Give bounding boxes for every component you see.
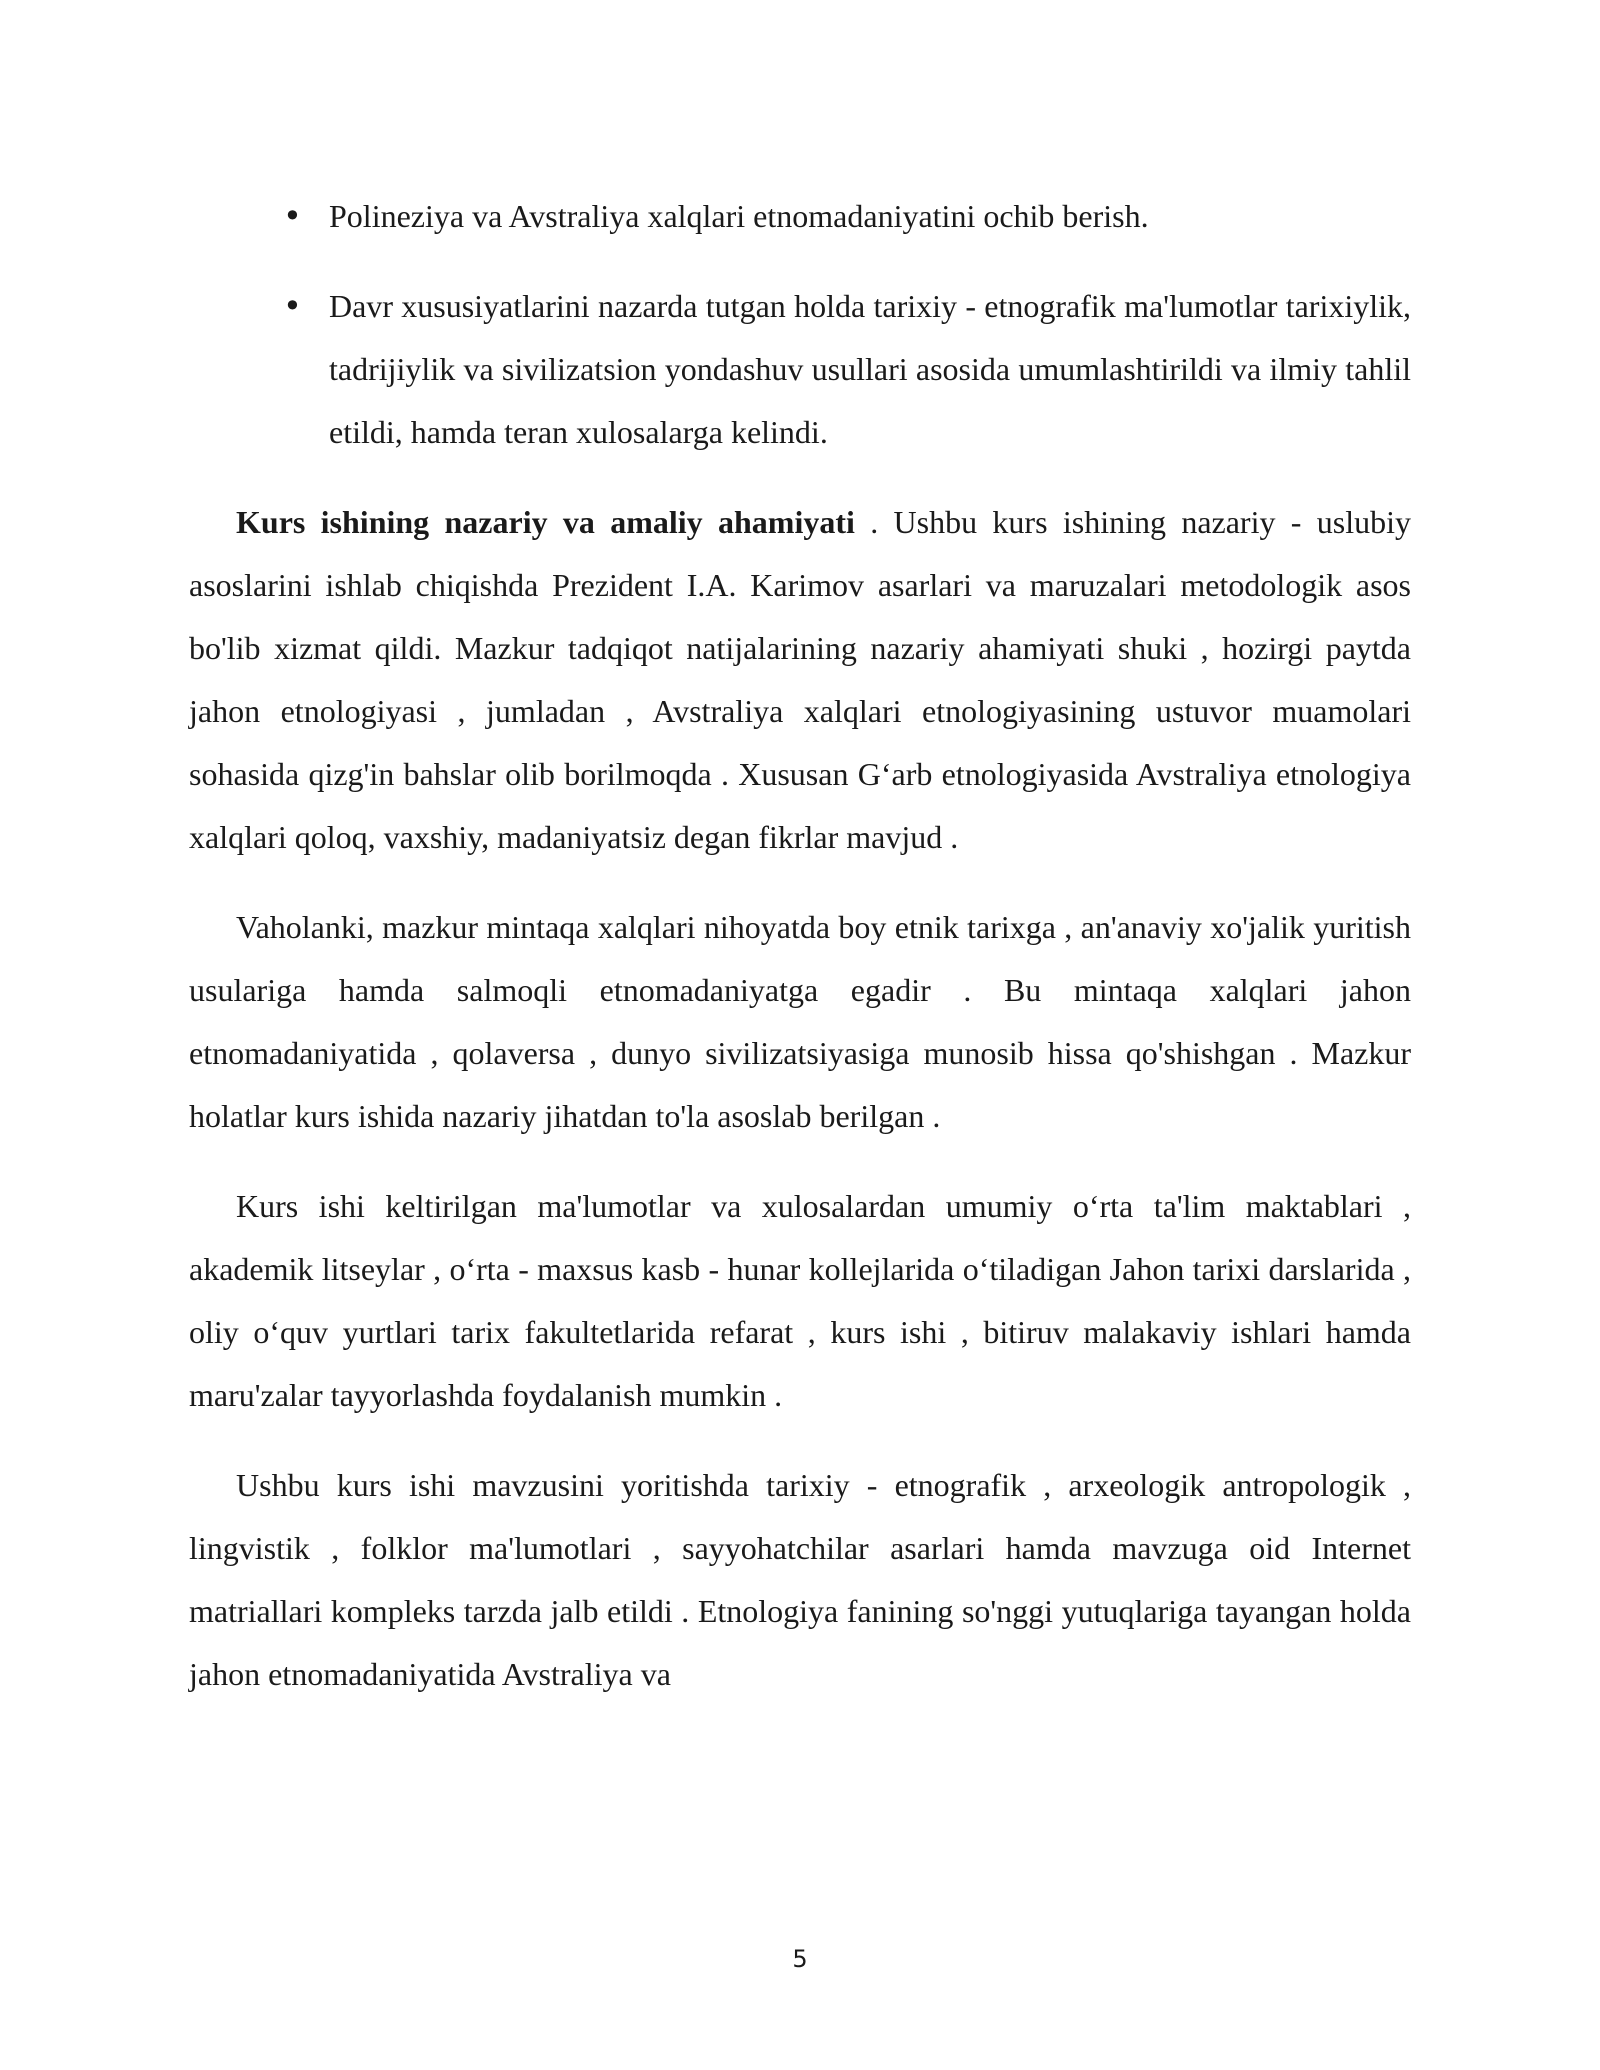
paragraph-text: Ushbu kurs ishi mavzusini yoritishda tarixiy - etnografik , arxeologik antropologik , lingvistik , folklor ma'lumotlari , sayyohatchilar asarlari hamda mavzuga oid Internet matriallari kompleks tarzda jalb etildi . Etnologiya fanining so'nggi yutuqlariga tayangan holda jahon etnomadaniyatida Avstraliya va <box>189 1467 1411 1692</box>
bullet-icon: • <box>283 287 302 325</box>
bullet-item <box>189 185 1411 248</box>
paragraph-heading: Kurs ishining nazariy va amaliy ahamiyati <box>236 504 855 540</box>
page-content <box>189 185 1411 1733</box>
bullet-item <box>189 275 1411 464</box>
bullet-list <box>189 185 1411 464</box>
paragraph-text: Kurs ishi keltirilgan ma'lumotlar va xulosalardan umumiy o‘rta ta'lim maktablari , akademik litseylar , o‘rta - maxsus kasb - hunar kollejlarida o‘tiladigan Jahon tarixi darslarida , oliy o‘quv yurtlari tarix fakultetlarida refarat , kurs ishi , bitiruv malakaviy ishlari hamda maru'zalar tayyorlashda foydalanish mumkin . <box>189 1188 1411 1413</box>
bullet-text: Polineziya va Avstraliya xalqlari etnomadaniyatini ochib berish. <box>329 198 1149 234</box>
page-number: 5 <box>792 1945 808 1973</box>
bullet-text: Davr xususiyatlarini nazarda tutgan holda tarixiy - etnografik ma'lumotlar tarixiylik, tadrijiylik va sivilizatsion yondashuv usullari asosida umumlashtirildi va ilmiy tahlil etildi, hamda teran xulosalarga kelindi. <box>329 288 1411 450</box>
bullet-icon: • <box>283 197 302 235</box>
paragraph-text: Vaholanki, mazkur mintaqa xalqlari nihoyatda boy etnik tarixga , an'anaviy xo'jalik yuritish usulariga hamda salmoqli etnomadaniyatga egadir . Bu mintaqa xalqlari jahon etnomadaniyatida , qolaversa , dunyo sivilizatsiyasiga munosib hissa qo'shishgan . Mazkur holatlar kurs ishida nazariy jihatdan to'la asoslab berilgan . <box>189 909 1411 1134</box>
paragraph-body: . Ushbu kurs ishining nazariy - uslubiy asoslarini ishlab chiqishda Prezident I.A. Karimov asarlari va maruzalari metodologik asos bo'lib xizmat qildi. Mazkur tadqiqot natijalarining nazariy ahamiyati shuki , hozirgi paytda jahon etnologiyasi , jumladan , Avstraliya xalqlari etnologiyasining ustuvor muamolari sohasida qizg'in bahslar olib borilmoqda . Xususan G‘arb etnologiyasida Avstraliya etnologiya xalqlari qoloq, vaxshiy, madaniyatsiz degan fikrlar mavjud . <box>189 504 1412 855</box>
paragraph-significance <box>189 491 1411 869</box>
